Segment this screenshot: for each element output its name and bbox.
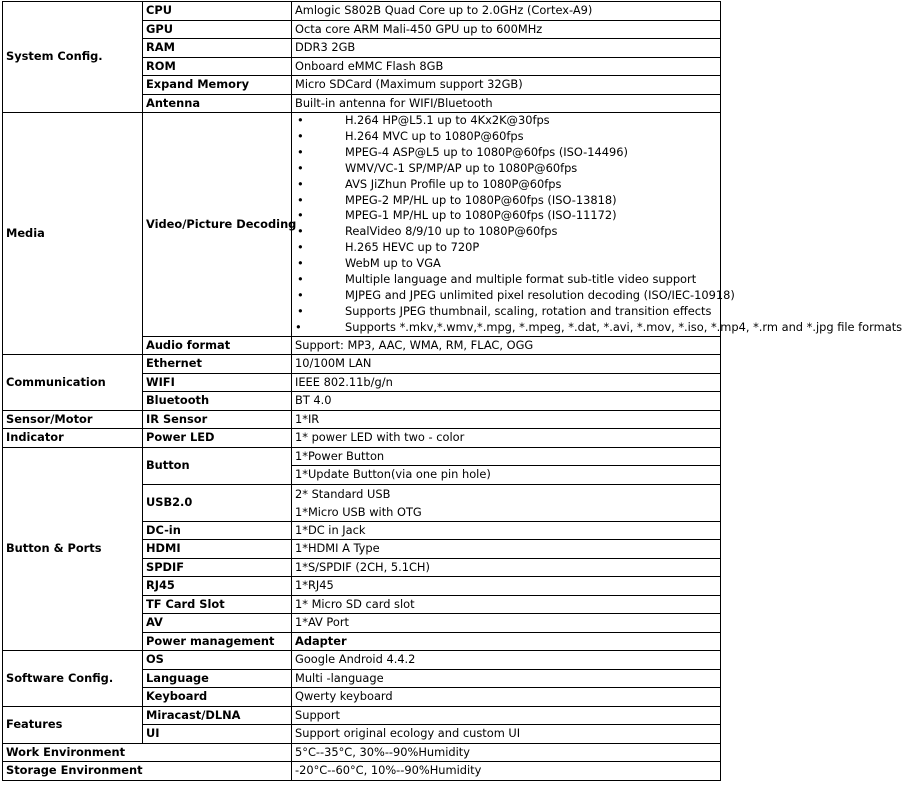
video-format-item: [295, 145, 720, 161]
spec-value-gpu: Octa core ARM Mali-450 GPU up to 600MHz: [292, 20, 721, 39]
spec-key-bluetooth: Bluetooth: [143, 392, 292, 411]
video-format-item: [295, 208, 720, 224]
spec-key-keyboard: Keyboard: [143, 688, 292, 707]
bullet-icon: •: [297, 240, 304, 255]
spec-key-tf-card: TF Card Slot: [143, 595, 292, 614]
bullet-icon: •: [295, 319, 302, 334]
video-format-text: WebM up to VGA: [345, 256, 441, 271]
spec-key-rom: ROM: [143, 57, 292, 76]
spec-key-expand-memory: Expand Memory: [143, 76, 292, 95]
spec-value-wifi: IEEE 802.11b/g/n: [292, 373, 721, 392]
video-format-text: H.264 MVC up to 1080P@60fps: [345, 128, 524, 143]
category-media: Media: [3, 113, 143, 355]
bullet-icon: •: [297, 192, 304, 207]
spec-key-gpu: GPU: [143, 20, 292, 39]
spec-value-ethernet: 10/100M LAN: [292, 355, 721, 374]
spec-value-ui: Support original ecology and custom UI: [292, 725, 721, 744]
spec-key-cpu: CPU: [143, 2, 292, 21]
spec-value-dc-in: 1*DC in Jack: [292, 521, 721, 540]
spec-value-antenna: Built-in antenna for WIFI/Bluetooth: [292, 94, 721, 113]
spec-value-power-led: 1* power LED with two - color: [292, 429, 721, 448]
spec-key-wifi: WIFI: [143, 373, 292, 392]
bullet-icon: •: [297, 256, 304, 271]
video-format-text: H.265 HEVC up to 720P: [345, 240, 480, 255]
spec-key-audio-format: Audio format: [143, 336, 292, 355]
video-format-text: MPEG-4 ASP@L5 up to 1080P@60fps (ISO-14496): [345, 144, 628, 159]
spec-key-rj45: RJ45: [143, 577, 292, 596]
video-format-item: [295, 113, 720, 129]
spec-value-keyboard: Qwerty keyboard: [292, 688, 721, 707]
table-row: [3, 706, 721, 725]
category-power-management: Power management: [143, 632, 292, 651]
spec-value-video-decoding: [292, 113, 902, 337]
bullet-icon: •: [297, 272, 304, 287]
spec-value-audio-format: Support: MP3, AAC, WMA, RM, FLAC, OGG: [292, 336, 721, 355]
spec-key-video-decoding: Video/Picture Decoding: [143, 113, 292, 337]
video-format-text: AVS JiZhun Profile up to 1080P@60fps: [345, 176, 562, 191]
video-format-item: [295, 304, 720, 320]
category-storage-environment: Storage Environment: [3, 762, 292, 781]
spec-key-usb: USB2.0: [143, 484, 292, 521]
table-row: [3, 355, 721, 374]
spec-key-spdif: SPDIF: [143, 558, 292, 577]
usb-standard: 2* Standard USB: [295, 486, 391, 501]
category-sensor-motor: Sensor/Motor: [3, 410, 143, 429]
video-format-item: [295, 256, 720, 272]
spec-key-adapter: Adapter: [292, 632, 721, 651]
video-format-item: [295, 287, 735, 304]
spec-value-update-button: 1*Update Button(via one pin hole): [292, 466, 721, 485]
video-format-item: [295, 240, 720, 256]
bullet-icon: •: [297, 113, 304, 127]
spec-value-rj45: 1*RJ45: [292, 577, 721, 596]
video-format-text: Supports *.mkv,*.wmv,*.mpg, *.mpeg, *.dat, *.avi, *.mov, *.iso, *.mp4, *.rm and *.jpg file formats: [345, 319, 902, 334]
table-row: [3, 429, 721, 448]
table-row: [3, 2, 721, 21]
bullet-icon: •: [297, 160, 304, 175]
table-row: [3, 743, 721, 762]
spec-value-ir-sensor: 1*IR: [292, 410, 721, 429]
bullet-icon: •: [297, 128, 304, 143]
bullet-icon: •: [297, 144, 304, 159]
spec-key-dc-in: DC-in: [143, 521, 292, 540]
video-format-item: [295, 177, 720, 193]
table-row: [3, 447, 721, 466]
spec-value-os: Google Android 4.4.2: [292, 651, 721, 670]
video-format-text: MPEG-1 MP/HL up to 1080P@60fps (ISO-11172): [345, 208, 617, 223]
spec-value-cpu: Amlogic S802B Quad Core up to 2.0GHz (Cortex-A9): [292, 2, 721, 21]
spec-key-os: OS: [143, 651, 292, 670]
video-format-item: [295, 129, 720, 145]
spec-value-language: Multi -language: [292, 669, 721, 688]
spec-value-ram: DDR3 2GB: [292, 39, 721, 58]
spec-key-button: Button: [143, 447, 292, 484]
spec-key-av: AV: [143, 614, 292, 633]
bullet-icon: •: [297, 303, 304, 318]
spec-key-hdmi: HDMI: [143, 540, 292, 559]
video-format-item: [295, 272, 720, 288]
spec-key-antenna: Antenna: [143, 94, 292, 113]
category-software-config: Software Config.: [3, 651, 143, 707]
video-format-text: WMV/VC-1 SP/MP/AP up to 1080P@60fps: [345, 160, 578, 175]
spec-value-tf-card: 1* Micro SD card slot: [292, 595, 721, 614]
category-button-ports: Button & Ports: [3, 447, 143, 651]
spec-value-work-environment: 5°C--35°C, 30%--90%Humidity: [292, 743, 721, 762]
spec-key-miracast: Miracast/DLNA: [143, 706, 292, 725]
table-row: [3, 762, 721, 781]
category-work-environment: Work Environment: [3, 743, 292, 762]
spec-table: [2, 1, 902, 781]
bullet-icon: •: [297, 224, 304, 239]
spec-key-language: Language: [143, 669, 292, 688]
video-format-text: RealVideo 8/9/10 up to 1080P@60fps: [345, 224, 558, 239]
video-format-item: [295, 193, 720, 209]
bullet-icon: •: [297, 287, 304, 302]
spec-value-power-button: 1*Power Button: [292, 447, 721, 466]
spec-value-rom: Onboard eMMC Flash 8GB: [292, 57, 721, 76]
spec-key-ram: RAM: [143, 39, 292, 58]
spec-key-power-led: Power LED: [143, 429, 292, 448]
spec-value-bluetooth: BT 4.0: [292, 392, 721, 411]
spec-key-ir-sensor: IR Sensor: [143, 410, 292, 429]
video-format-list: [295, 113, 902, 336]
table-row: [3, 113, 721, 337]
video-format-text: Supports JPEG thumbnail, scaling, rotation and transition effects: [345, 303, 712, 318]
spec-value-usb: [292, 484, 721, 521]
video-format-text: MJPEG and JPEG unlimited pixel resolution decoding (ISO/IEC-10918): [345, 287, 735, 302]
spec-value-av: 1*AV Port: [292, 614, 721, 633]
table-row: [3, 410, 721, 429]
bullet-icon: •: [297, 176, 304, 191]
video-format-text: Multiple language and multiple format sub-title video support: [345, 272, 697, 287]
spec-key-ui: UI: [143, 725, 292, 744]
category-indicator: Indicator: [3, 429, 143, 448]
spec-value-expand-memory: Micro SDCard (Maximum support 32GB): [292, 76, 721, 95]
category-communication: Communication: [3, 355, 143, 411]
category-system-config: System Config.: [3, 2, 143, 113]
video-format-item: [295, 224, 720, 240]
category-features: Features: [3, 706, 143, 743]
video-format-text: MPEG-2 MP/HL up to 1080P@60fps (ISO-13818): [345, 192, 617, 207]
video-format-item: [295, 319, 902, 336]
spec-value-storage-environment: -20°C--60°C, 10%--90%Humidity: [292, 762, 721, 781]
video-format-item: [295, 161, 720, 177]
spec-value-spdif: 1*S/SPDIF (2CH, 5.1CH): [292, 558, 721, 577]
bullet-icon: •: [297, 208, 304, 223]
spec-value-miracast: Support: [292, 706, 721, 725]
spec-value-hdmi: 1*HDMI A Type: [292, 540, 721, 559]
video-format-text: H.264 HP@L5.1 up to 4Kx2K@30fps: [345, 113, 550, 127]
spec-key-ethernet: Ethernet: [143, 355, 292, 374]
table-row: [3, 651, 721, 670]
usb-micro: 1*Micro USB with OTG: [295, 504, 422, 519]
